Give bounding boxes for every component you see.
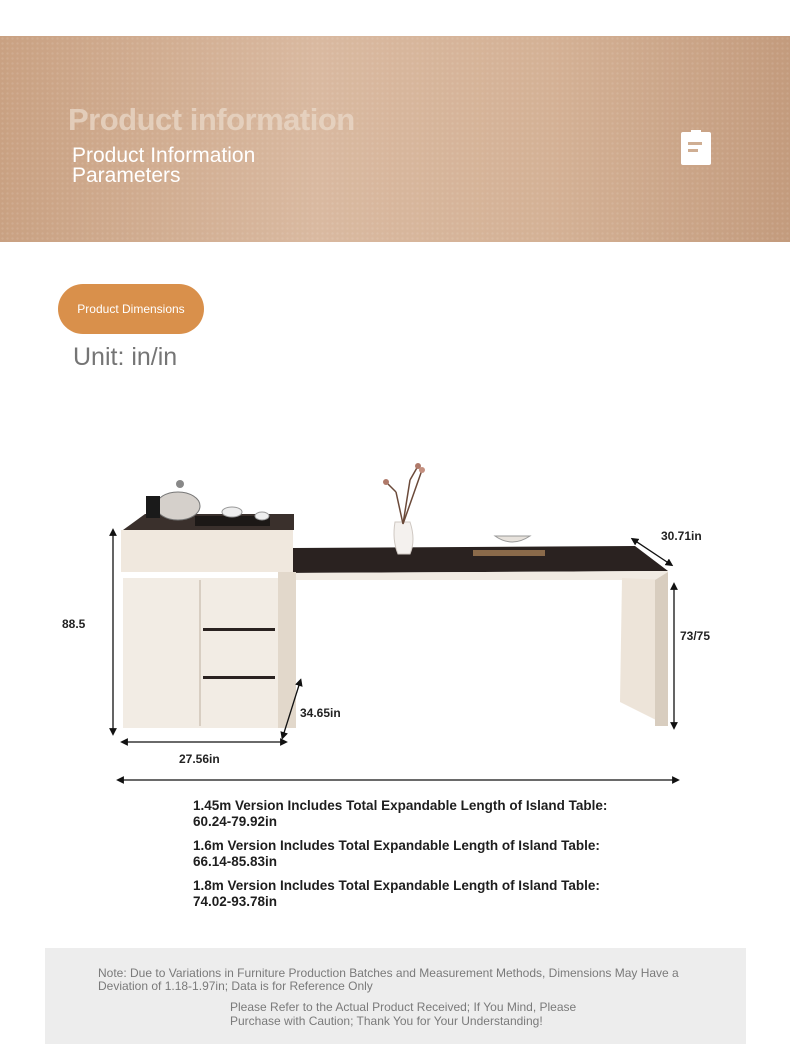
version-range: 66.14-85.83in <box>193 854 278 869</box>
version-range: 74.02-93.78in <box>193 894 278 909</box>
banner-title <box>72 146 255 186</box>
banner-title-line1: Product Information <box>72 144 256 167</box>
banner-ghost-title: Product information <box>68 102 355 137</box>
table-depth-label: 30.71in <box>661 529 702 543</box>
version-list <box>193 798 653 918</box>
furniture-illustration <box>0 440 790 790</box>
cabinet-width-label: 27.56in <box>179 752 220 766</box>
note-box <box>45 948 746 1044</box>
cabinet-upper <box>121 530 293 572</box>
version-text: 1.8m Version Includes Total Expandable Length of Island Table: <box>193 878 600 893</box>
drawer-1 <box>203 628 275 631</box>
unit-label: Unit: in/in <box>73 343 178 371</box>
version-item <box>193 838 653 870</box>
header-banner <box>0 36 790 242</box>
version-text: 1.6m Version Includes Total Expandable Length of Island Table: <box>193 838 600 853</box>
product-diagram <box>0 440 790 790</box>
version-text: 1.45m Version Includes Total Expandable Length of Island Table: <box>193 798 608 813</box>
version-range: 60.24-79.92in <box>193 814 278 829</box>
drawer-2 <box>203 676 275 679</box>
table-leg-side <box>655 572 668 726</box>
document-icon <box>680 130 712 166</box>
version-item <box>193 878 653 910</box>
height-left-label: 88.5 <box>62 617 86 631</box>
note-text-2: Please Refer to the Actual Product Received; If You Mind, Please Purchase with Caution; Thank You for Your Understanding! <box>230 1000 577 1028</box>
banner-title-line2: Parameters <box>72 164 181 187</box>
table-height-label: 73/75 <box>680 629 711 643</box>
version-item <box>193 798 653 830</box>
cabinet-depth-label: 34.65in <box>300 706 341 720</box>
note-text-1: Note: Due to Variations in Furniture Production Batches and Measurement Methods, Dimensions May Have a Deviation of 1.18-1.97in; Data is for Reference Only <box>98 966 679 993</box>
product-dimensions-pill: Product Dimensions <box>58 284 204 334</box>
